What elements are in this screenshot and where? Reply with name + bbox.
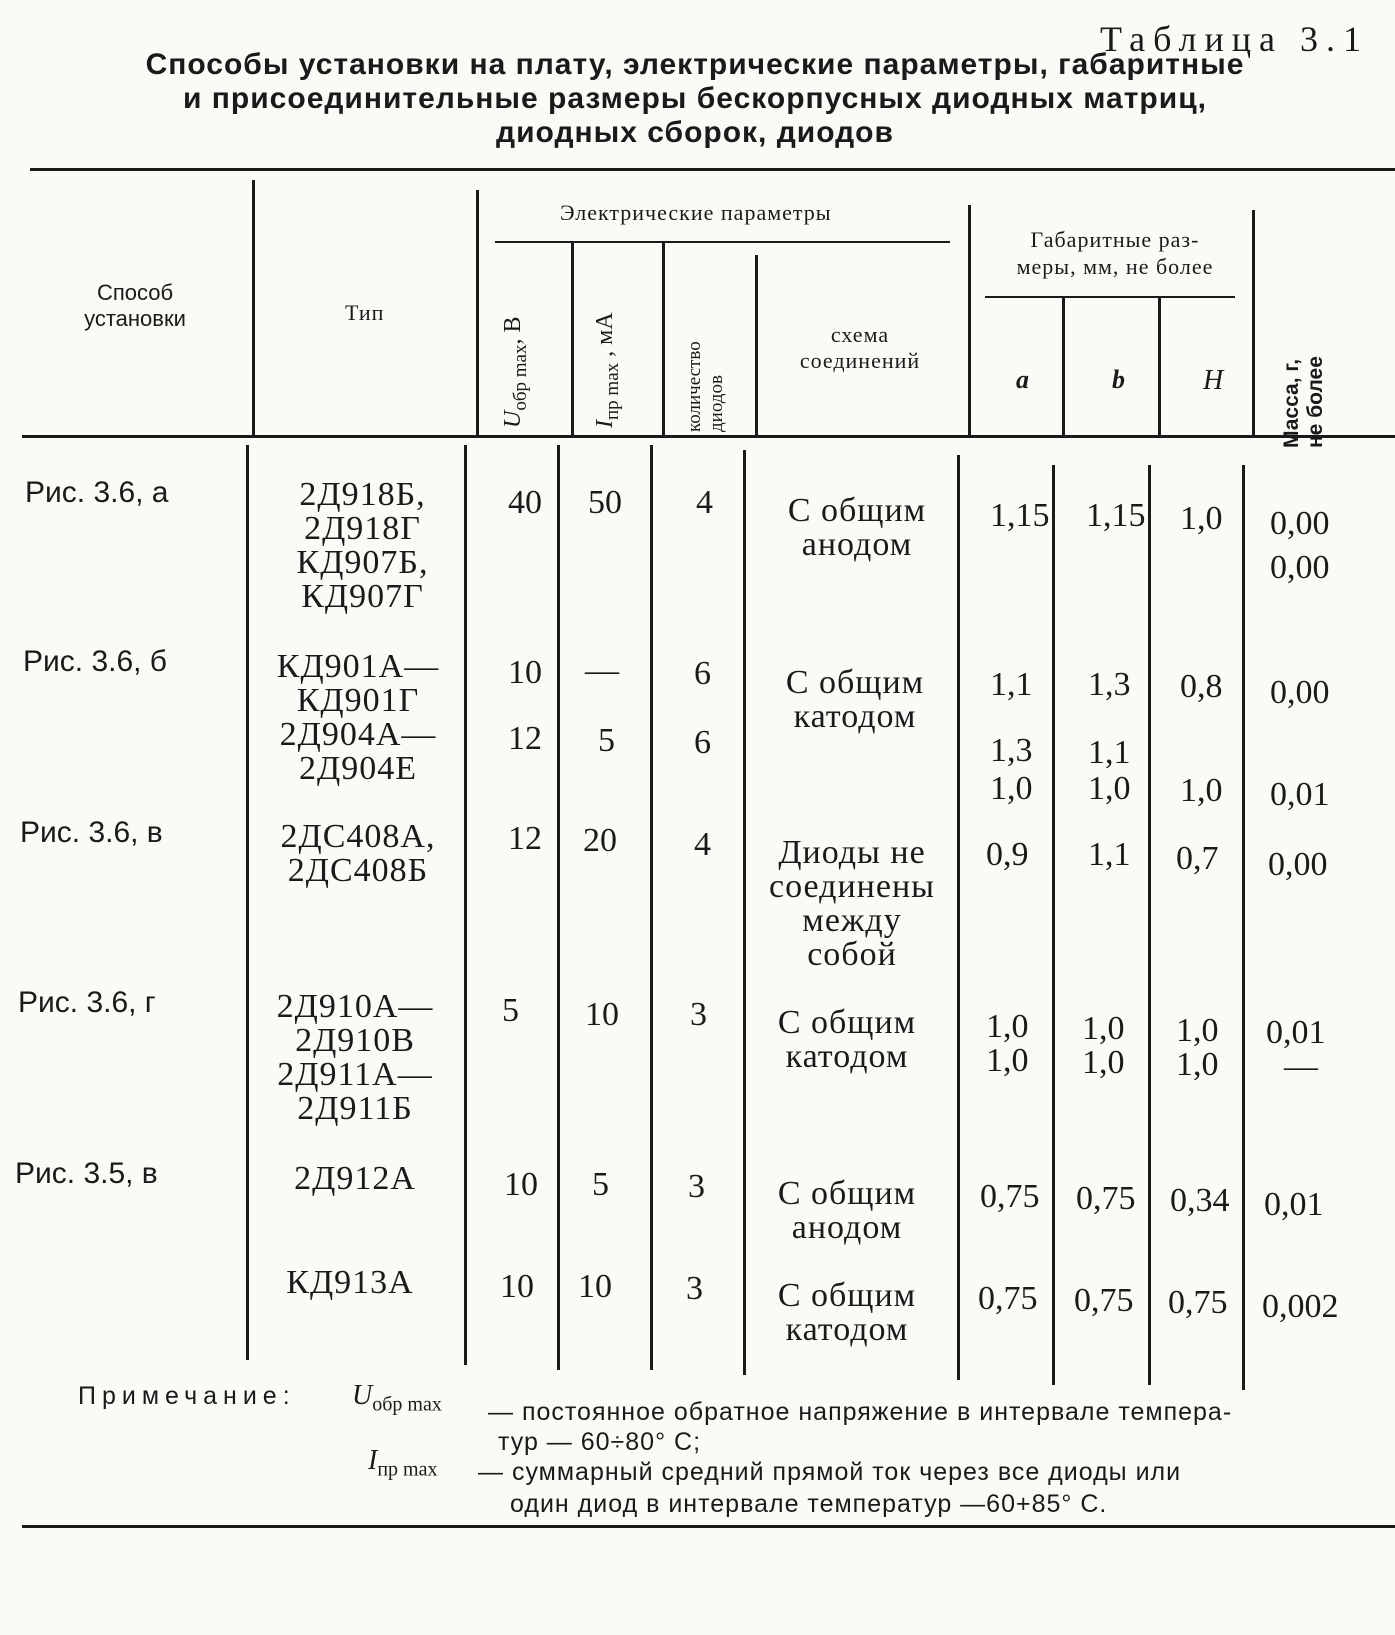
col-divider-i (662, 243, 665, 438)
row4-type-2: 2Д910В (295, 1022, 415, 1059)
row5-method: Рис. 3.5, в (15, 1157, 158, 1190)
header-u-unit: , В (500, 316, 526, 345)
header-scheme (770, 322, 950, 374)
header-dims-line-2: меры, мм, не более (1016, 254, 1214, 279)
row4-a-2: 1,0 (986, 1042, 1029, 1079)
header-type: Тип (345, 300, 385, 325)
row1-a: 1,15 (990, 497, 1050, 534)
row2-a: 1,1 (990, 666, 1033, 703)
body-divider-count (743, 450, 746, 1375)
note-label: Примечание: (78, 1382, 296, 1410)
row4-a: 1,0 (986, 1008, 1029, 1045)
body-divider-h (1242, 465, 1245, 1390)
row4-u: 5 (502, 992, 519, 1029)
row6-count: 3 (686, 1270, 703, 1307)
header-i-max (592, 312, 624, 428)
row2-b-2: 1,1 (1088, 734, 1131, 771)
col-divider-method (252, 180, 255, 438)
row2-scheme (760, 666, 950, 734)
header-i-unit: , мА (592, 312, 618, 363)
note-u-symbol: U (352, 1380, 373, 1411)
header-dims-line-1: Габаритные раз- (1030, 227, 1200, 252)
note-i-subscript: пр max (377, 1458, 438, 1481)
header-H: H (1203, 365, 1224, 396)
row4-b: 1,0 (1082, 1010, 1125, 1047)
row1-scheme (762, 494, 952, 562)
row6-u: 10 (500, 1268, 534, 1305)
row2-b: 1,3 (1088, 666, 1131, 703)
header-i-subscript: пр max (601, 362, 623, 420)
row3-method: Рис. 3.6, в (20, 816, 163, 849)
row1-mass (1270, 502, 1330, 590)
row4-scheme-line-1: С общим (777, 1004, 917, 1041)
row3-i: 20 (583, 822, 617, 859)
row3-scheme (752, 836, 952, 972)
row3-mass: 0,00 (1268, 846, 1328, 883)
row4-type-3: 2Д911А— (277, 1056, 433, 1093)
row4-mass-2: — (1284, 1048, 1318, 1085)
row4-scheme (752, 1006, 942, 1074)
row1-i: 50 (588, 484, 622, 521)
note-u-text-1: — постоянное обратное напряжение в интервале темпера- (488, 1398, 1233, 1426)
row2-h-3: 1,0 (1180, 772, 1223, 809)
row5-scheme-line-2: анодом (791, 1209, 903, 1246)
row3-count: 4 (694, 826, 711, 863)
row1-method: Рис. 3.6, а (25, 476, 169, 509)
row3-scheme-line-4: собой (807, 936, 897, 973)
row3-type-1: 2ДС408А, (280, 818, 436, 855)
row3-u: 12 (508, 820, 542, 857)
header-a: a (1016, 365, 1029, 394)
body-divider-a (1052, 465, 1055, 1385)
row1-type-4: КД907Г (301, 578, 424, 615)
row2-u-2: 12 (508, 720, 542, 757)
row5-types (255, 1162, 455, 1196)
row2-scheme-line-1: С общим (785, 664, 925, 701)
col-divider-u (571, 243, 574, 438)
row4-b-2: 1,0 (1082, 1044, 1125, 1081)
col-divider-scheme (968, 205, 971, 438)
note-i-text-1: — суммарный средний прямой ток через все диоды или (478, 1458, 1182, 1486)
row2-u: 10 (508, 654, 542, 691)
row2-a-3: 1,0 (990, 770, 1033, 807)
row6-types (250, 1266, 450, 1300)
note-i-text-2: один диод в интервале температур —60+85° С. (510, 1490, 1108, 1518)
header-count (684, 341, 728, 432)
row6-type-1: КД913А (286, 1264, 414, 1301)
row5-b: 0,75 (1076, 1180, 1136, 1217)
row3-scheme-line-1: Диоды не (778, 834, 926, 871)
row2-count: 6 (694, 655, 711, 692)
header-b: b (1112, 365, 1125, 394)
row2-i-2: 5 (598, 722, 615, 759)
row1-count: 4 (696, 484, 713, 521)
row4-types (255, 990, 455, 1126)
row1-mass-1: 0,00 (1270, 505, 1330, 542)
row2-type-1: КД901А— (276, 648, 440, 685)
body-divider-type (464, 445, 467, 1365)
note-i-symbol: I (368, 1445, 378, 1476)
row1-h: 1,0 (1180, 500, 1223, 537)
row2-type-4: 2Д904Е (299, 750, 417, 787)
row3-types (258, 820, 458, 888)
row3-a: 0,9 (986, 836, 1029, 873)
row6-scheme (752, 1279, 942, 1347)
row2-types (258, 650, 458, 786)
header-mass (1280, 356, 1328, 448)
dims-header-rule (985, 296, 1235, 298)
header-u-subscript: обр max (509, 344, 531, 411)
row2-i: — (585, 652, 619, 689)
row4-mass: 0,01 (1266, 1014, 1326, 1051)
row1-scheme-line-2: анодом (801, 526, 913, 563)
row5-h: 0,34 (1170, 1182, 1230, 1219)
row1-type-1: 2Д918Б, (299, 476, 426, 513)
header-u-symbol: U (500, 410, 526, 428)
row2-mass: 0,00 (1270, 674, 1330, 711)
row5-type-1: 2Д912А (294, 1160, 416, 1197)
title-line-3: диодных сборок, диодов (496, 116, 894, 149)
note-u-term (352, 1380, 442, 1417)
note-i-term (368, 1445, 437, 1482)
col-divider-count (755, 255, 758, 438)
row6-scheme-line-1: С общим (777, 1277, 917, 1314)
body-divider-method (246, 445, 249, 1360)
header-scheme-line-2: соединений (799, 348, 921, 373)
row1-scheme-line-1: С общим (787, 492, 927, 529)
row5-u: 10 (504, 1166, 538, 1203)
header-bottom-rule (22, 435, 1395, 438)
row1-u: 40 (508, 484, 542, 521)
table-bottom-rule (22, 1525, 1395, 1528)
row2-scheme-line-2: катодом (793, 698, 917, 735)
row6-i: 10 (578, 1268, 612, 1305)
row2-a-2: 1,3 (990, 732, 1033, 769)
header-u-max (500, 317, 532, 429)
row2-h: 0,8 (1180, 668, 1223, 705)
row2-count-2: 6 (694, 724, 711, 761)
row1-type-3: КД907Б, (296, 544, 429, 581)
row3-scheme-line-2: соединены (769, 868, 935, 905)
row5-count: 3 (688, 1168, 705, 1205)
row5-a: 0,75 (980, 1178, 1040, 1215)
row4-count: 3 (690, 996, 707, 1033)
header-method-line-2: установки (84, 306, 186, 331)
row6-b: 0,75 (1074, 1282, 1134, 1319)
row3-scheme-line-3: между (802, 902, 902, 939)
title-line-2: и присоединительные размеры бескорпусных диодных матриц, (183, 82, 1207, 115)
table-number: Таблица 3.1 (1100, 19, 1369, 59)
col-divider-a (1062, 298, 1065, 438)
row6-mass: 0,002 (1262, 1288, 1339, 1325)
note-u-text-2: тур — 60÷80° С; (498, 1428, 702, 1456)
row4-type-1: 2Д910А— (276, 988, 434, 1025)
row1-type-2: 2Д918Г (304, 510, 421, 547)
body-divider-scheme (957, 455, 960, 1380)
table-top-rule (30, 168, 1395, 171)
col-divider-type (476, 190, 479, 438)
row5-scheme (752, 1177, 942, 1245)
row2-b-3: 1,0 (1088, 770, 1131, 807)
table-title (140, 48, 1250, 150)
title-line-1: Способы установки на плату, электрические параметры, габаритные (145, 48, 1245, 81)
row6-h: 0,75 (1168, 1284, 1228, 1321)
header-count-line-1: количество (684, 341, 705, 432)
row3-h: 0,7 (1176, 840, 1219, 877)
row4-method: Рис. 3.6, г (18, 986, 156, 1019)
row1-types (265, 478, 460, 614)
row2-mass-2: 0,01 (1270, 776, 1330, 813)
header-electrical: Электрические параметры (560, 200, 832, 225)
row3-b: 1,1 (1088, 836, 1131, 873)
header-count-line-2: диодов (706, 375, 727, 432)
body-divider-b (1148, 465, 1151, 1385)
electrical-header-rule (495, 241, 950, 243)
row6-scheme-line-2: катодом (785, 1311, 909, 1348)
row4-h-2: 1,0 (1176, 1046, 1219, 1083)
row2-method: Рис. 3.6, б (23, 645, 167, 678)
row2-type-3: 2Д904А— (279, 716, 437, 753)
header-mass-line-2: не более (1304, 356, 1327, 448)
header-mass-line-1: Масса, г, (1280, 358, 1303, 448)
row4-h: 1,0 (1176, 1012, 1219, 1049)
header-method (40, 280, 230, 332)
row5-mass: 0,01 (1264, 1186, 1324, 1223)
row5-scheme-line-1: С общим (777, 1175, 917, 1212)
row5-i: 5 (592, 1166, 609, 1203)
header-i-symbol: I (592, 420, 618, 428)
header-dims (975, 226, 1255, 280)
row2-type-2: КД901Г (296, 682, 420, 719)
row4-scheme-line-2: катодом (785, 1038, 909, 1075)
header-method-line-1: Способ (96, 280, 174, 305)
row1-mass-2: 0,00 (1270, 549, 1330, 586)
row4-type-4: 2Д911Б (297, 1090, 413, 1127)
note-u-subscript: обр max (372, 1393, 442, 1416)
row4-i: 10 (585, 996, 619, 1033)
body-divider-u (557, 445, 560, 1370)
row6-a: 0,75 (978, 1280, 1038, 1317)
col-divider-b (1158, 298, 1161, 438)
row1-b: 1,15 (1086, 497, 1146, 534)
body-divider-i (650, 445, 653, 1370)
row3-type-2: 2ДС408Б (287, 852, 429, 889)
header-scheme-line-1: схема (830, 322, 890, 347)
